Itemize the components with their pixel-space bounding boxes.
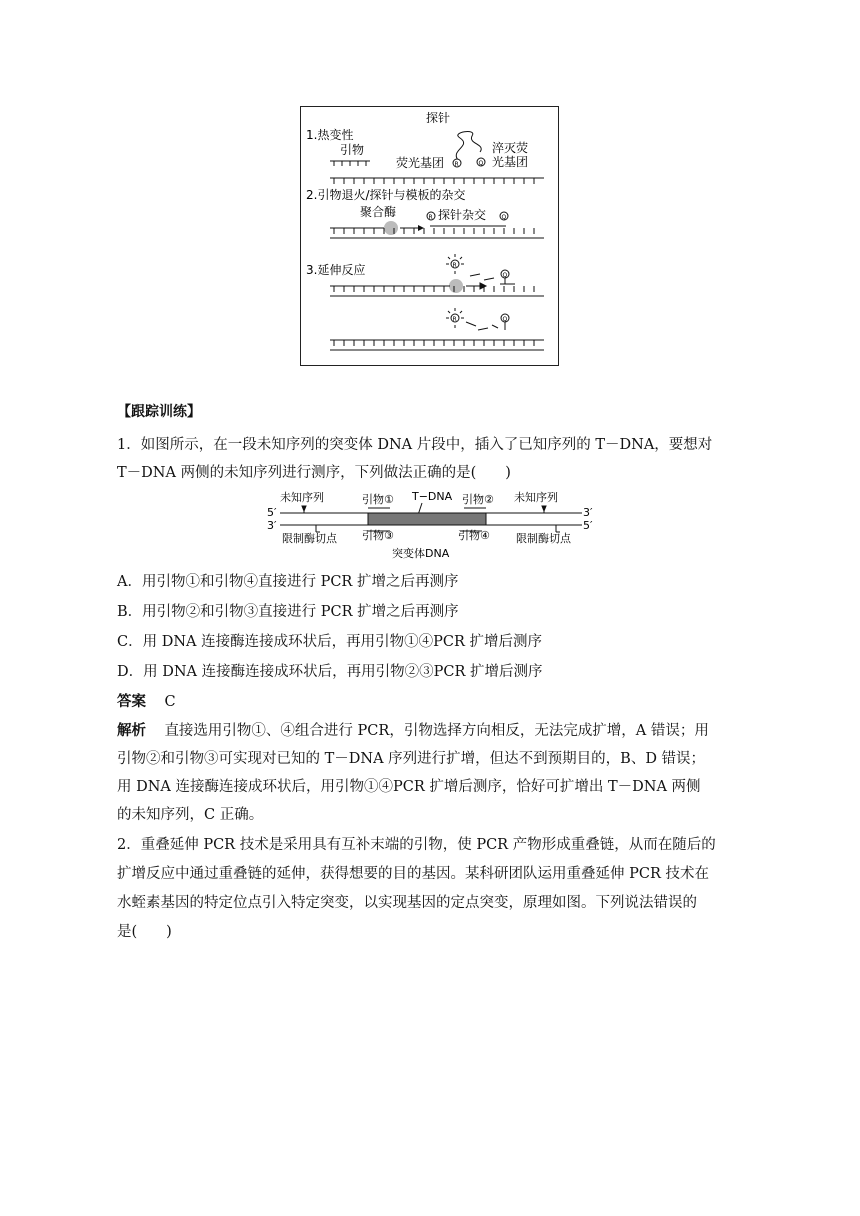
site-left-label: 限制酶切点	[282, 532, 337, 545]
unknown-left-label: 未知序列	[280, 491, 324, 504]
answer-row	[117, 690, 176, 711]
q-mark-3: Q	[502, 272, 508, 279]
quench-label-b: 光基团	[492, 155, 529, 169]
answer-label: 答案	[117, 694, 146, 710]
polymerase-blob-3	[449, 279, 463, 293]
analysis-line3: 用 DNA 连接酶连接成环状后，用引物①④PCR 扩增后测序，恰好可扩增出 T－DNA 两侧	[117, 779, 701, 795]
site-right-label: 限制酶切点	[516, 532, 571, 545]
step1-label: 1.热变性	[306, 128, 354, 142]
mutant-dna-diagram	[262, 489, 602, 563]
r-mark-4: R	[452, 316, 457, 323]
analysis-label: 解析	[117, 723, 146, 739]
taqman-diagram	[300, 106, 559, 366]
analysis-line2: 引物②和引物③可实现对已知的 T－DNA 序列进行扩增，但达不到预期目的，B、D 错误；	[117, 751, 706, 767]
end-5-right: 5′	[583, 519, 593, 532]
analysis-line1-row	[117, 719, 709, 740]
q2-line3: 水蛭素基因的特定位点引入特定突变，以实现基因的定点突变，原理如图。下列说法错误的	[117, 895, 697, 911]
probe-hyb-label: 探针杂交	[438, 208, 487, 222]
tdna-block	[368, 513, 486, 525]
fluor-label: 荧光基团	[396, 156, 445, 170]
r-mark-3: R	[452, 262, 457, 269]
primer-label: 引物	[340, 143, 365, 157]
r-mark-2: R	[428, 214, 433, 221]
q1-stem-line1: 1．如图所示，在一段未知序列的突变体 DNA 片段中，插入了已知序列的 T－DNA，要想对	[117, 437, 713, 453]
end-5-left: 5′	[267, 506, 277, 519]
end-3-left: 3′	[267, 519, 277, 532]
answer-value: C	[164, 694, 176, 710]
figure-caption: 突变体DNA	[392, 547, 450, 560]
q2-line1: 2．重叠延伸 PCR 技术是采用具有互补末端的引物，使 PCR 产物形成重叠链，从而在随后的	[117, 837, 716, 853]
q-mark-2: Q	[501, 214, 507, 221]
quench-label-a: 淬灭荧	[492, 141, 529, 155]
primer4-label: 引物④	[458, 529, 490, 542]
primer2-label: 引物②	[462, 493, 494, 506]
option-a: A．用引物①和引物④直接进行 PCR 扩增之后再测序	[117, 574, 459, 590]
q2-line2: 扩增反应中通过重叠链的延伸，获得想要的目的基因。某科研团队运用重叠延伸 PCR 技术在	[117, 866, 709, 882]
section-title: 【跟踪训练】	[117, 404, 201, 420]
analysis-line1: 直接选用引物①、④组合进行 PCR，引物选择方向相反，无法完成扩增，A 错误；用	[164, 723, 709, 739]
primer-strand	[330, 161, 370, 166]
option-d: D．用 DNA 连接酶连接成环状后，再用引物②③PCR 扩增后测序	[117, 664, 543, 680]
r-mark-1: R	[454, 161, 459, 168]
end-3-right: 3′	[583, 506, 593, 519]
probe-coil	[456, 132, 481, 160]
hybrid-strands-2	[330, 226, 544, 238]
q1-stem-line2: T－DNA 两侧的未知序列进行测序，下列做法正确的是( )	[117, 465, 511, 481]
option-c: C．用 DNA 连接酶连接成环状后，再用引物①④PCR 扩增后测序	[117, 634, 542, 650]
q-mark-1: Q	[478, 160, 484, 167]
fragments-3	[330, 274, 544, 296]
unknown-right-label: 未知序列	[514, 491, 558, 504]
step3-label: 3.延伸反应	[306, 263, 366, 277]
probe-label: 探针	[426, 111, 451, 125]
polymerase-label: 聚合酶	[360, 205, 397, 219]
template-strand-1	[330, 178, 544, 184]
tdna-label: T−DNA	[412, 490, 453, 503]
primer1-label: 引物①	[362, 493, 394, 506]
arrowhead-2	[418, 225, 424, 231]
polymerase-blob-2	[384, 221, 398, 235]
option-b: B．用引物②和引物③直接进行 PCR 扩增之后再测序	[117, 604, 459, 620]
q-mark-4: Q	[502, 316, 508, 323]
primer3-label: 引物③	[362, 529, 394, 542]
step2-label: 2.引物退火/探针与模板的杂交	[306, 188, 466, 202]
q2-line4: 是( )	[117, 924, 172, 940]
analysis-line4: 的未知序列，C 正确。	[117, 807, 264, 823]
fragments-4	[330, 322, 544, 350]
